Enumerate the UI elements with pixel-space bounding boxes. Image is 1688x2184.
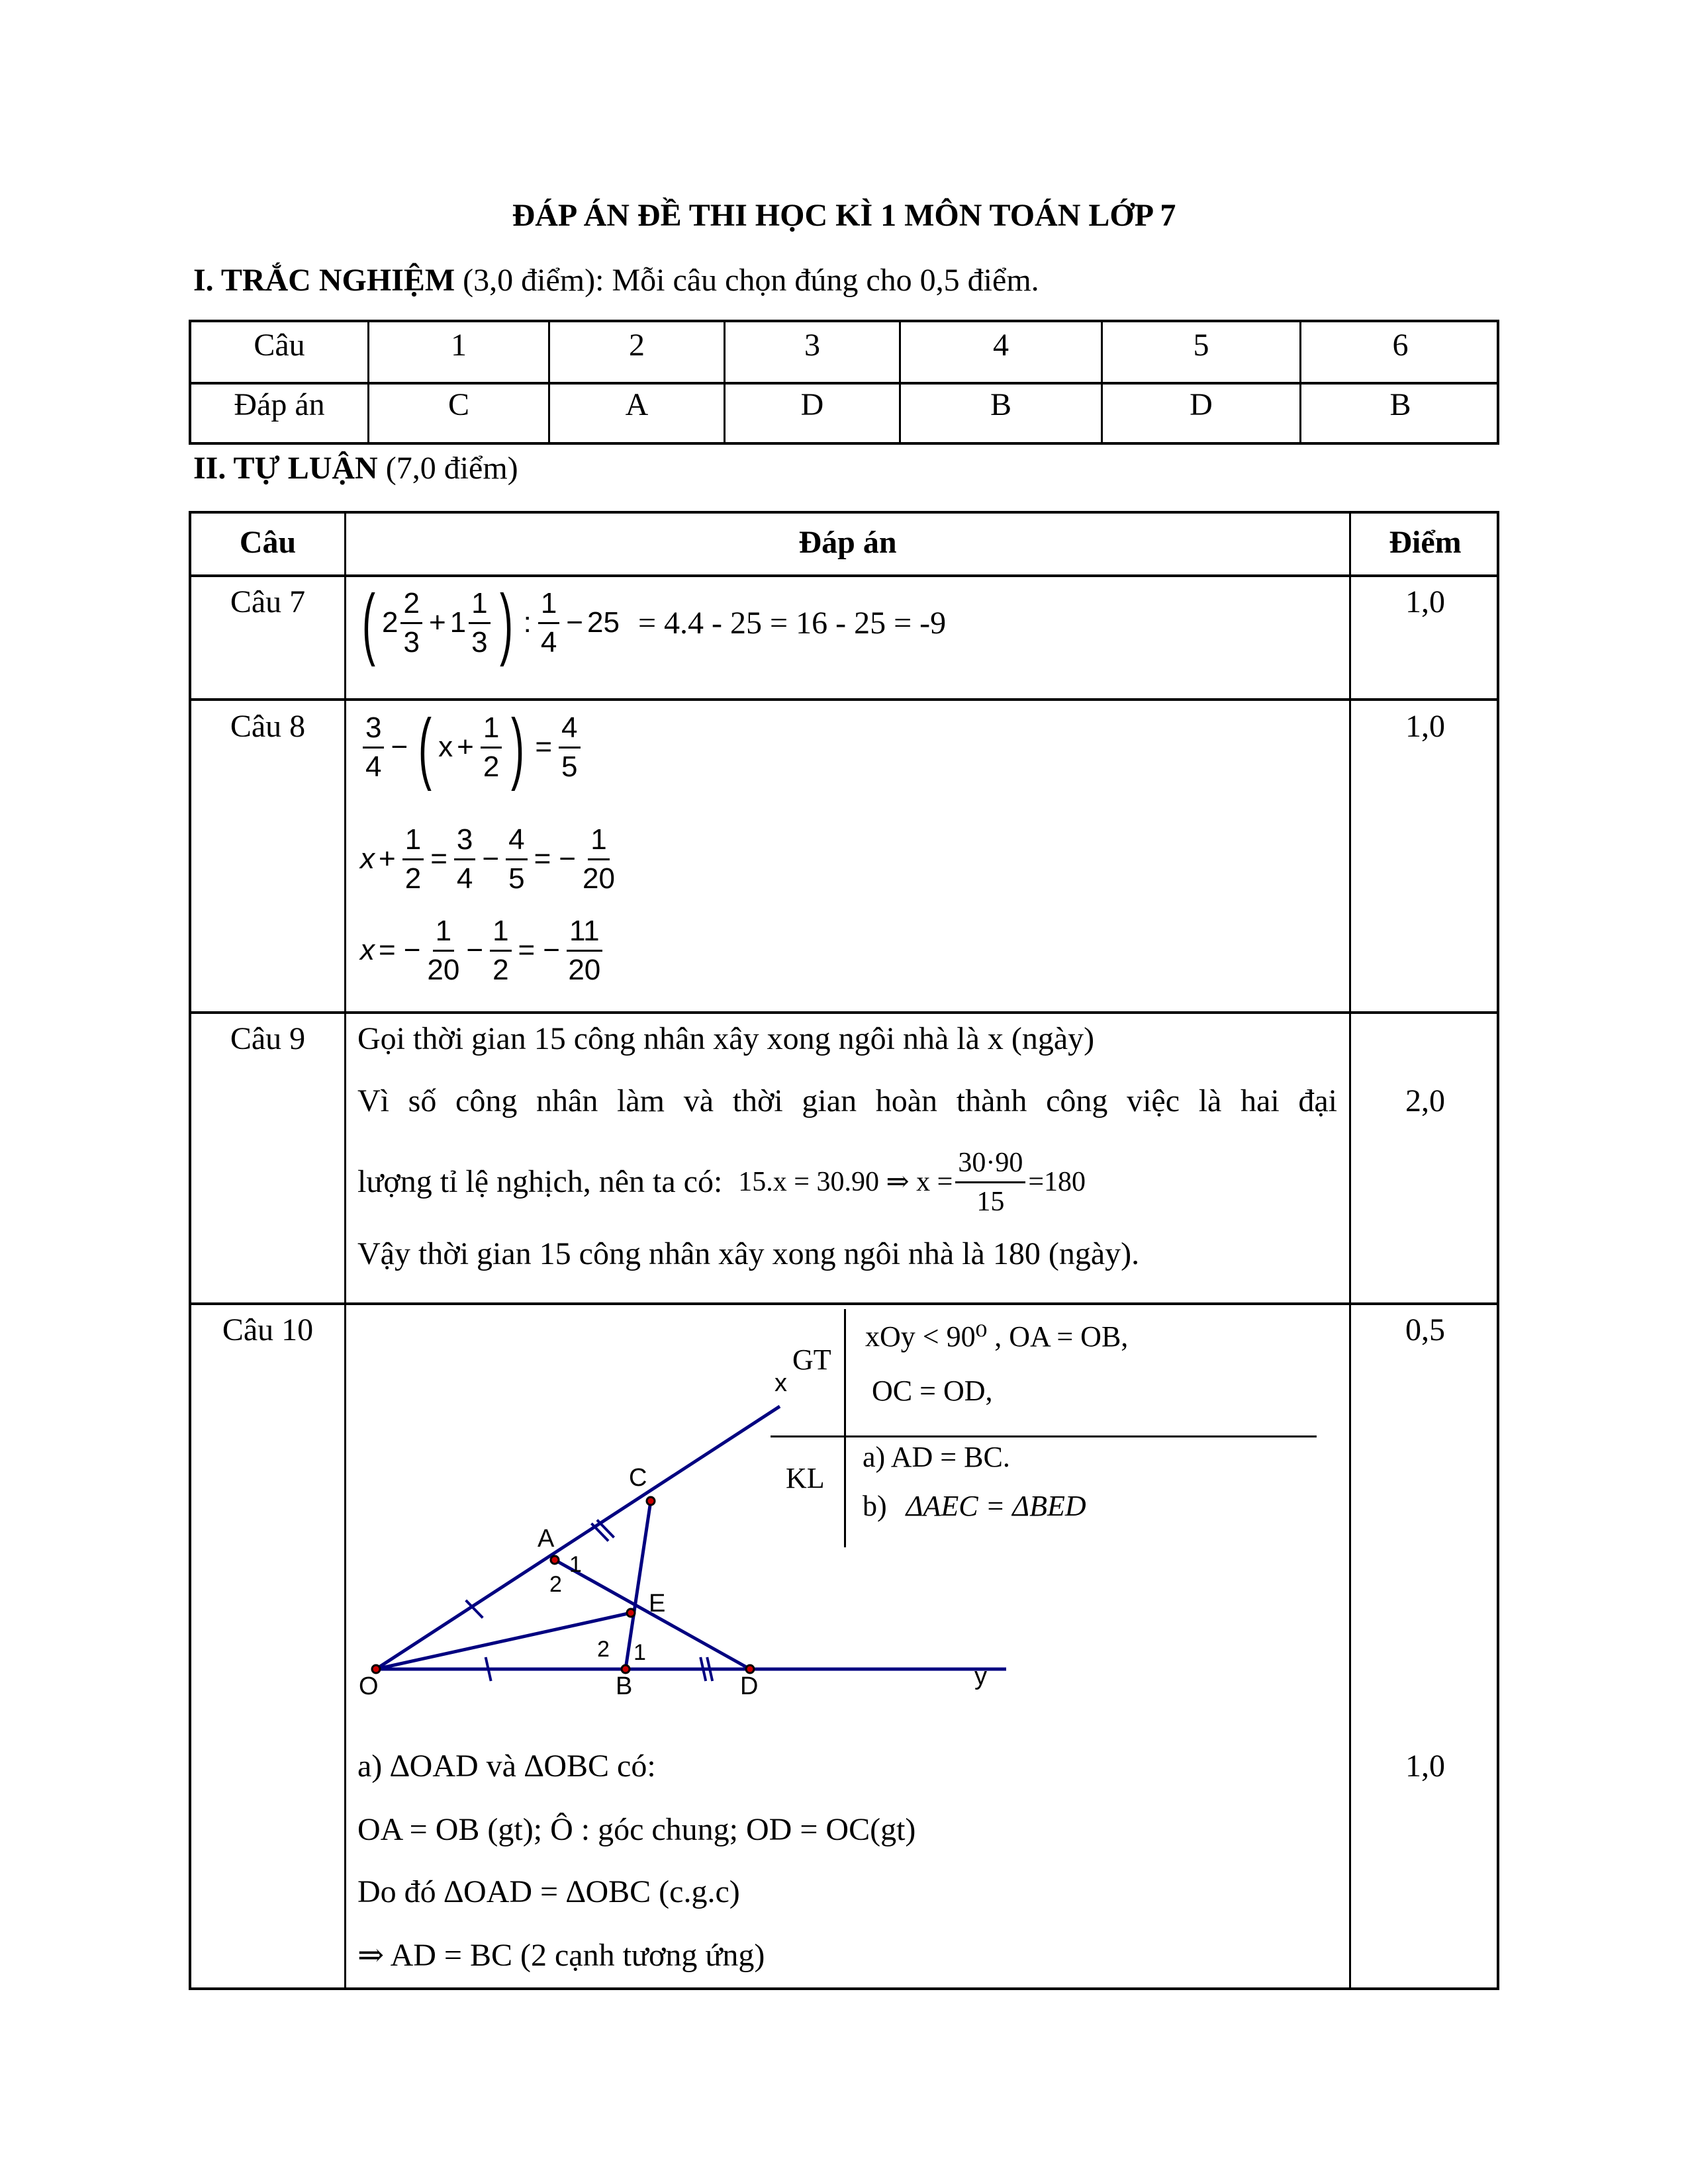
- gt-line-2: OC = OD,: [872, 1375, 993, 1407]
- axis-label-y: y: [974, 1662, 987, 1690]
- point-label-c: C: [629, 1464, 647, 1492]
- gt-label: GT: [792, 1343, 831, 1376]
- denominator: 5: [561, 750, 578, 783]
- q9-line-2: Vì số công nhân làm và thời gian hoàn thành công việc là hai đại: [357, 1083, 1337, 1118]
- question-label: Câu 9: [230, 1021, 306, 1056]
- operator: +: [428, 606, 446, 639]
- constant: 25: [587, 606, 620, 639]
- tick-mark-ac: [597, 1520, 614, 1537]
- operator: +: [457, 731, 474, 763]
- row-label-answer: Đáp án: [234, 387, 325, 422]
- question-score: 0,5: [1405, 1312, 1445, 1347]
- header-question: Câu: [239, 525, 297, 560]
- operator: −: [543, 934, 560, 966]
- numerator: 1: [490, 913, 511, 952]
- numerator: 30·90: [955, 1144, 1025, 1183]
- angle-label-b2: 2: [597, 1637, 610, 1662]
- question-number: 5: [1193, 328, 1209, 363]
- question-score: 1,0: [1405, 584, 1445, 619]
- numerator: 1: [481, 709, 502, 749]
- operator: −: [559, 842, 576, 875]
- answer-choice: B: [990, 387, 1011, 422]
- question-label: Câu 7: [230, 584, 306, 619]
- left-paren: (: [418, 703, 432, 792]
- q9-line-1: Gọi thời gian 15 công nhân xây xong ngôi nhà là x (ngày): [357, 1021, 1095, 1056]
- tick-mark-ac: [591, 1524, 608, 1541]
- section-2-heading-rest: (7,0 điểm): [377, 451, 518, 486]
- angle-label-a1: 1: [569, 1552, 582, 1577]
- point-c: [647, 1497, 655, 1505]
- gt-line-1: xOy < 90⁰ , OA = OB,: [865, 1320, 1129, 1353]
- operator: =: [379, 934, 396, 966]
- point-label-o: O: [359, 1672, 379, 1700]
- q9-line-3-text: lượng tỉ lệ nghịch, nên ta có:: [357, 1164, 723, 1199]
- operator: +: [379, 842, 396, 875]
- right-paren: ): [511, 703, 525, 792]
- answer-choice: B: [1389, 387, 1411, 422]
- denominator: 15: [976, 1186, 1005, 1217]
- numerator: 4: [559, 709, 580, 749]
- point-label-a: A: [538, 1525, 555, 1553]
- axis-label-x: x: [774, 1369, 787, 1397]
- ray-ox: [376, 1406, 780, 1669]
- denominator: 2: [483, 750, 500, 783]
- operator: −: [403, 934, 421, 966]
- proof-a-line-1: a) ∆OAD và ∆OBC có:: [357, 1749, 656, 1784]
- angle-label-a2: 2: [549, 1572, 562, 1597]
- question-number: 4: [993, 328, 1009, 363]
- denominator: 4: [365, 750, 382, 783]
- whole-number: 1: [449, 606, 467, 639]
- numerator: 2: [400, 585, 422, 624]
- numerator: 1: [402, 821, 424, 860]
- point-e: [627, 1609, 635, 1617]
- kl-label: KL: [786, 1462, 825, 1494]
- numerator: 1: [588, 821, 609, 860]
- denominator: 20: [582, 862, 615, 895]
- operator: :: [523, 606, 532, 639]
- header-answer: Đáp án: [798, 525, 897, 560]
- numerator: 1: [538, 585, 559, 624]
- section-1-heading-rest: (3,0 điểm): Mỗi câu chọn đúng cho 0,5 điểm.: [455, 263, 1039, 298]
- operator: =: [430, 842, 447, 875]
- proof-a-line-3: Do đó ∆OAD = ∆OBC (c.g.c): [357, 1874, 740, 1909]
- operator: =: [535, 731, 553, 763]
- q9-result: =180: [1028, 1167, 1086, 1197]
- question-score: 2,0: [1405, 1083, 1445, 1118]
- answer-choice: A: [625, 387, 649, 422]
- document-title: ĐÁP ÁN ĐỀ THI HỌC KÌ 1 MÔN TOÁN LỚP 7: [512, 198, 1176, 233]
- q9-line-4: Vậy thời gian 15 công nhân xây xong ngôi nhà là 180 (ngày).: [357, 1236, 1140, 1271]
- proof-a-line-4: ⇒ AD = BC (2 cạnh tương ứng): [357, 1938, 765, 1973]
- question-number: 6: [1392, 328, 1409, 363]
- variable: x: [360, 842, 375, 875]
- denominator: 2: [492, 953, 509, 986]
- question-score: 1,0: [1405, 1749, 1445, 1784]
- operator: −: [391, 731, 408, 763]
- variable: x: [360, 934, 375, 966]
- numerator: 3: [454, 821, 475, 860]
- denominator: 3: [403, 625, 420, 659]
- section-1-heading-bold: I. TRẮC NGHIỆM: [193, 263, 455, 298]
- numerator: 4: [506, 821, 527, 860]
- whole-number: 2: [381, 606, 399, 639]
- angle-label-b1: 1: [633, 1640, 646, 1665]
- right-paren: ): [499, 578, 513, 667]
- numerator: 1: [433, 913, 454, 952]
- point-label-e: E: [649, 1590, 666, 1617]
- left-paren: (: [361, 578, 375, 667]
- operator: −: [466, 934, 484, 966]
- question-score: 1,0: [1405, 709, 1445, 744]
- header-score: Điểm: [1389, 525, 1462, 560]
- question-label: Câu 10: [222, 1312, 314, 1347]
- denominator: 3: [471, 625, 488, 659]
- denominator: 20: [427, 953, 460, 986]
- proof-a-line-2: OA = OB (gt); Ô : góc chung; OD = OC(gt): [357, 1812, 916, 1847]
- segment-oe: [376, 1613, 631, 1669]
- denominator: 4: [456, 862, 473, 895]
- denominator: 2: [404, 862, 422, 895]
- operator: =: [518, 934, 536, 966]
- kl-line-2-math: ΔAEC = ΔBED: [906, 1490, 1086, 1522]
- numerator: 1: [469, 585, 490, 624]
- answer-choice: C: [447, 387, 469, 422]
- operator: =: [534, 842, 551, 875]
- point-label-d: D: [740, 1672, 759, 1700]
- denominator: 5: [508, 862, 525, 895]
- question-number: 2: [629, 328, 645, 363]
- answer-choice: D: [800, 387, 824, 422]
- denominator: 20: [568, 953, 601, 986]
- row-label-question: Câu: [254, 328, 305, 363]
- operator: −: [566, 606, 583, 639]
- q9-equation: 15.x = 30.90 ⇒ x =: [738, 1167, 953, 1197]
- variable: x: [438, 731, 453, 763]
- kl-line-2-prefix: b): [863, 1490, 887, 1522]
- numerator: 11: [567, 913, 602, 952]
- point-a: [551, 1556, 559, 1564]
- answer-choice: D: [1190, 387, 1213, 422]
- point-label-b: B: [616, 1672, 633, 1700]
- question-label: Câu 8: [230, 709, 306, 744]
- kl-line-1: a) AD = BC.: [863, 1441, 1010, 1473]
- operator: −: [482, 842, 500, 875]
- section-2-heading-bold: II. TỰ LUẬN: [193, 451, 378, 486]
- numerator: 3: [363, 709, 384, 749]
- q7-result: = 4.4 - 25 = 16 - 25 = -9: [637, 605, 947, 641]
- denominator: 4: [540, 625, 557, 659]
- question-number: 1: [451, 328, 467, 363]
- question-number: 3: [804, 328, 820, 363]
